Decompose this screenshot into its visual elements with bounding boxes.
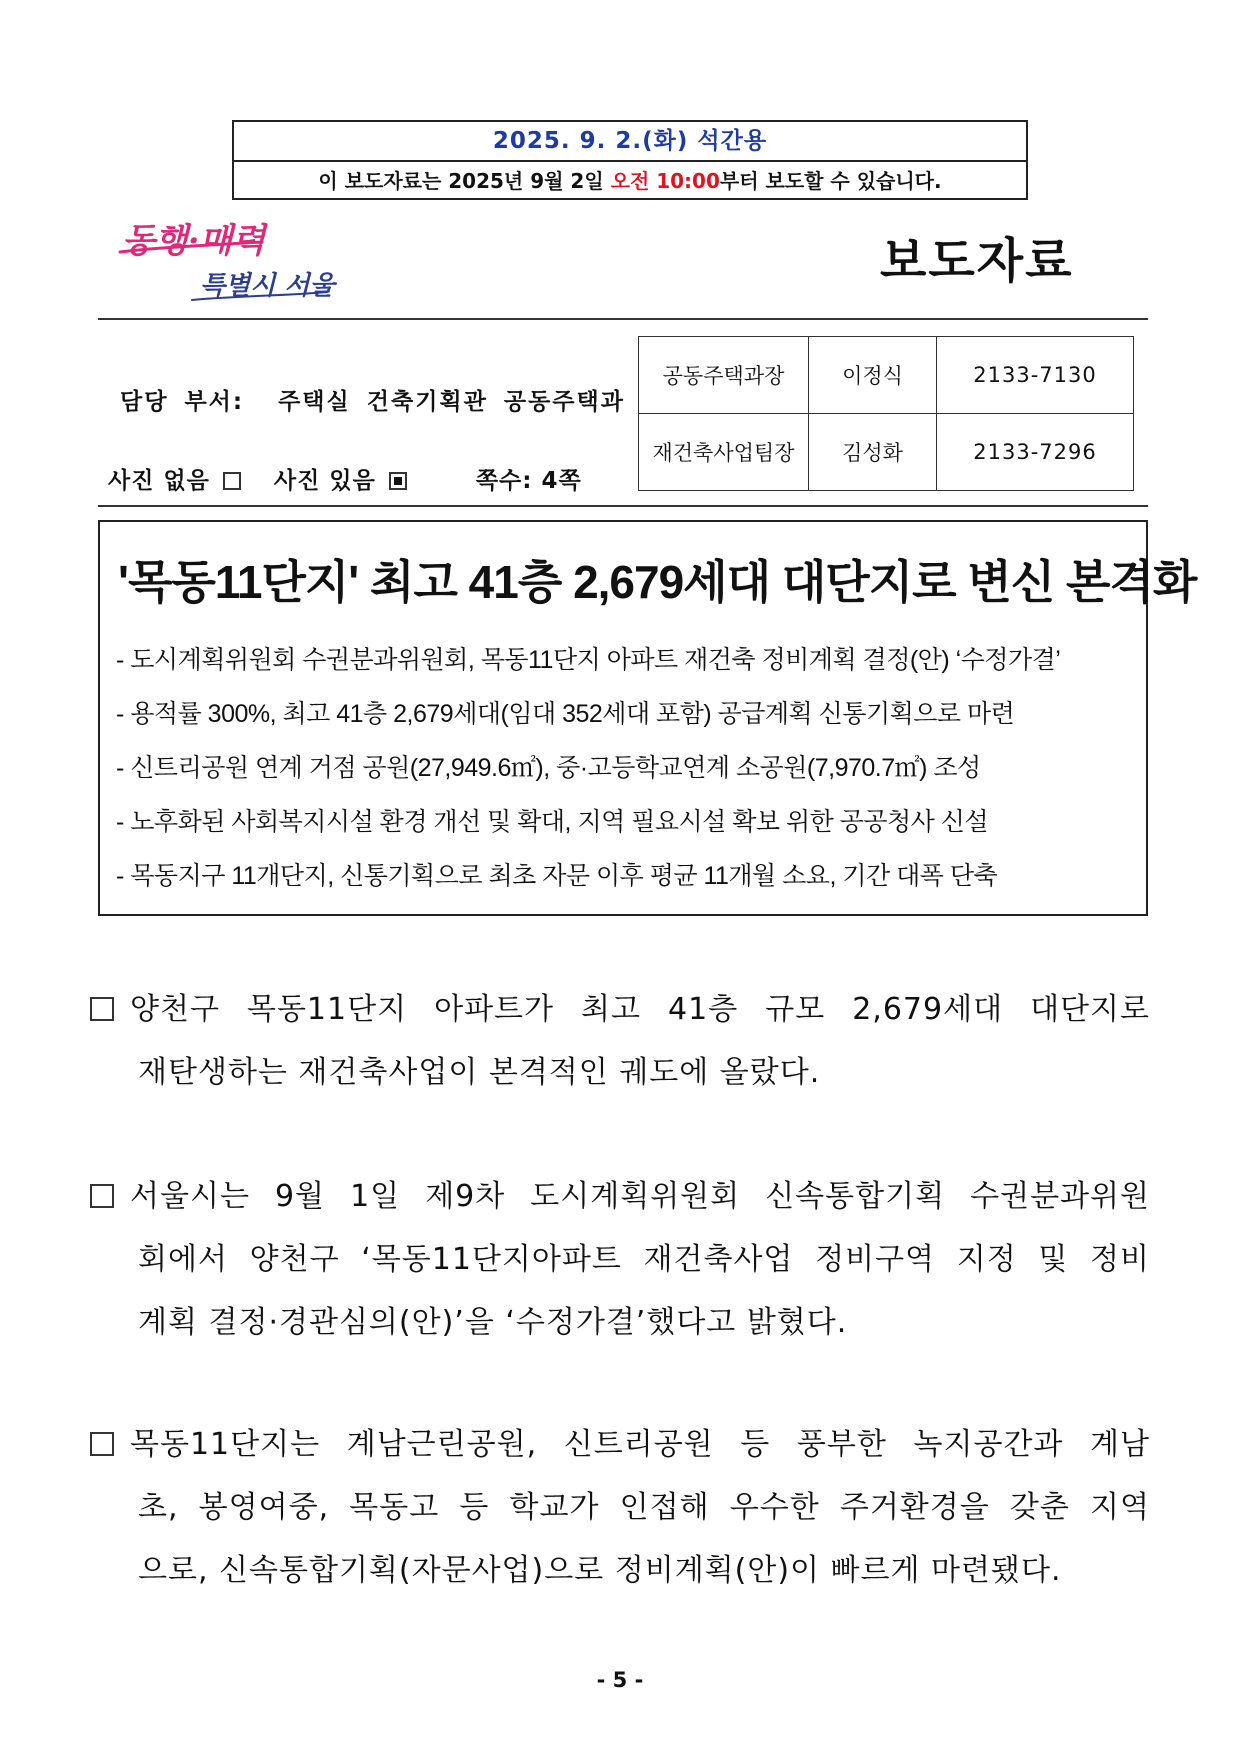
seoul-logo-graphic	[112, 212, 342, 307]
embargo-notice-suffix: 부터 보도할 수 있습니다.	[719, 169, 942, 193]
embargo-notice	[234, 162, 1026, 200]
page-count-label: 쪽수: 4쪽	[475, 468, 582, 494]
headline: '목동11단지' 최고 41층 2,679세대 대단지로 변신 본격화	[118, 556, 1197, 608]
press-release-title: 보도자료	[880, 233, 1074, 289]
contact-phone: 2133-7130	[937, 337, 1134, 414]
contact-role: 재건축사업팀장	[639, 414, 809, 491]
has-photo-label: 사진 있음	[273, 468, 376, 494]
paragraph-text: 양천구 목동11단지 아파트가 최고 41층 규모 2,679세대 대단지로	[130, 992, 1150, 1027]
info-divider	[98, 505, 1148, 507]
paragraph-line: 회에서 양천구 ‘목동11단지아파트 재건축사업 정비구역 지정 및 정비	[138, 1242, 1150, 1277]
department-label: 담당 부서:	[120, 389, 245, 415]
paragraph-line: 초, 봉영여중, 목동고 등 학교가 인접해 우수한 주거환경을 갖춘 지역	[138, 1490, 1150, 1525]
contact-table	[638, 336, 1134, 491]
body-paragraph	[90, 1413, 1150, 1602]
seoul-logo	[112, 212, 342, 307]
contact-role: 공동주택과장	[639, 337, 809, 414]
paragraph-line	[90, 1413, 1150, 1476]
bullet-box-icon	[90, 1432, 114, 1456]
embargo-notice-time: 오전 10:00	[610, 169, 720, 193]
page-number: - 5 -	[596, 1668, 644, 1692]
has-photo-checkbox-icon	[389, 472, 407, 490]
body-paragraph	[90, 1165, 1150, 1354]
embargo-box	[232, 120, 1028, 200]
paragraph-text: 서울시는 9월 1일 제9차 도시계획위원회 신속통합기획 수권분과위원	[130, 1179, 1150, 1214]
contact-phone: 2133-7296	[937, 414, 1134, 491]
paragraph-line	[90, 978, 1150, 1041]
body-paragraph	[90, 978, 1150, 1104]
paragraph-line: 계획 결정·경관심의(안)’을 ‘수정가결’했다고 밝혔다.	[138, 1305, 848, 1340]
no-photo-label: 사진 없음	[108, 468, 210, 494]
contact-name: 이정식	[809, 337, 937, 414]
paragraph-text: 목동11단지는 계남근린공원, 신트리공원 등 풍부한 녹지공간과 계남	[130, 1427, 1150, 1462]
headline-box	[98, 520, 1197, 916]
photo-info-line	[108, 462, 586, 495]
department-line	[120, 383, 625, 416]
header-divider	[98, 318, 1148, 320]
embargo-date: 2025. 9. 2.(화) 석간용	[234, 122, 1026, 162]
subheading: - 신트리공원 연계 거점 공원(27,949.6㎡), 중·고등학교연계 소공원(7,970.7㎡) 조성	[116, 754, 981, 782]
paragraph-line	[90, 1165, 1150, 1228]
contact-row	[639, 337, 1134, 414]
department-value: 주택실 건축기획관 공동주택과	[278, 389, 625, 415]
subheading: - 목동지구 11개단지, 신통기획으로 최초 자문 이후 평균 11개월 소요, 기간 대폭 단축	[116, 862, 998, 890]
logo-line2: 특별시 서울	[200, 271, 335, 301]
bullet-box-icon	[90, 1184, 114, 1208]
subheading: - 용적률 300%, 최고 41층 2,679세대(임대 352세대 포함) 공급계획 신통기획으로 마련	[116, 700, 1015, 728]
contact-name: 김성화	[809, 414, 937, 491]
no-photo-checkbox-icon	[223, 472, 241, 490]
contact-row	[639, 414, 1134, 491]
subheading: - 노후화된 사회복지시설 환경 개선 및 확대, 지역 필요시설 확보 위한 공공청사 신설	[116, 808, 989, 836]
subheading: - 도시계획위원회 수권분과위원회, 목동11단지 아파트 재건축 정비계획 결정(안) ‘수정가결’	[116, 646, 1061, 674]
embargo-notice-prefix: 이 보도자료는 2025년 9월 2일	[318, 169, 611, 193]
paragraph-line: 으로, 신속통합기획(자문사업)으로 정비계획(안)이 빠르게 마련됐다.	[138, 1553, 1062, 1588]
bullet-box-icon	[90, 997, 114, 1021]
paragraph-line: 재탄생하는 재건축사업이 본격적인 궤도에 올랐다.	[138, 1055, 821, 1090]
logo-line1: 동행·매력	[122, 221, 266, 261]
